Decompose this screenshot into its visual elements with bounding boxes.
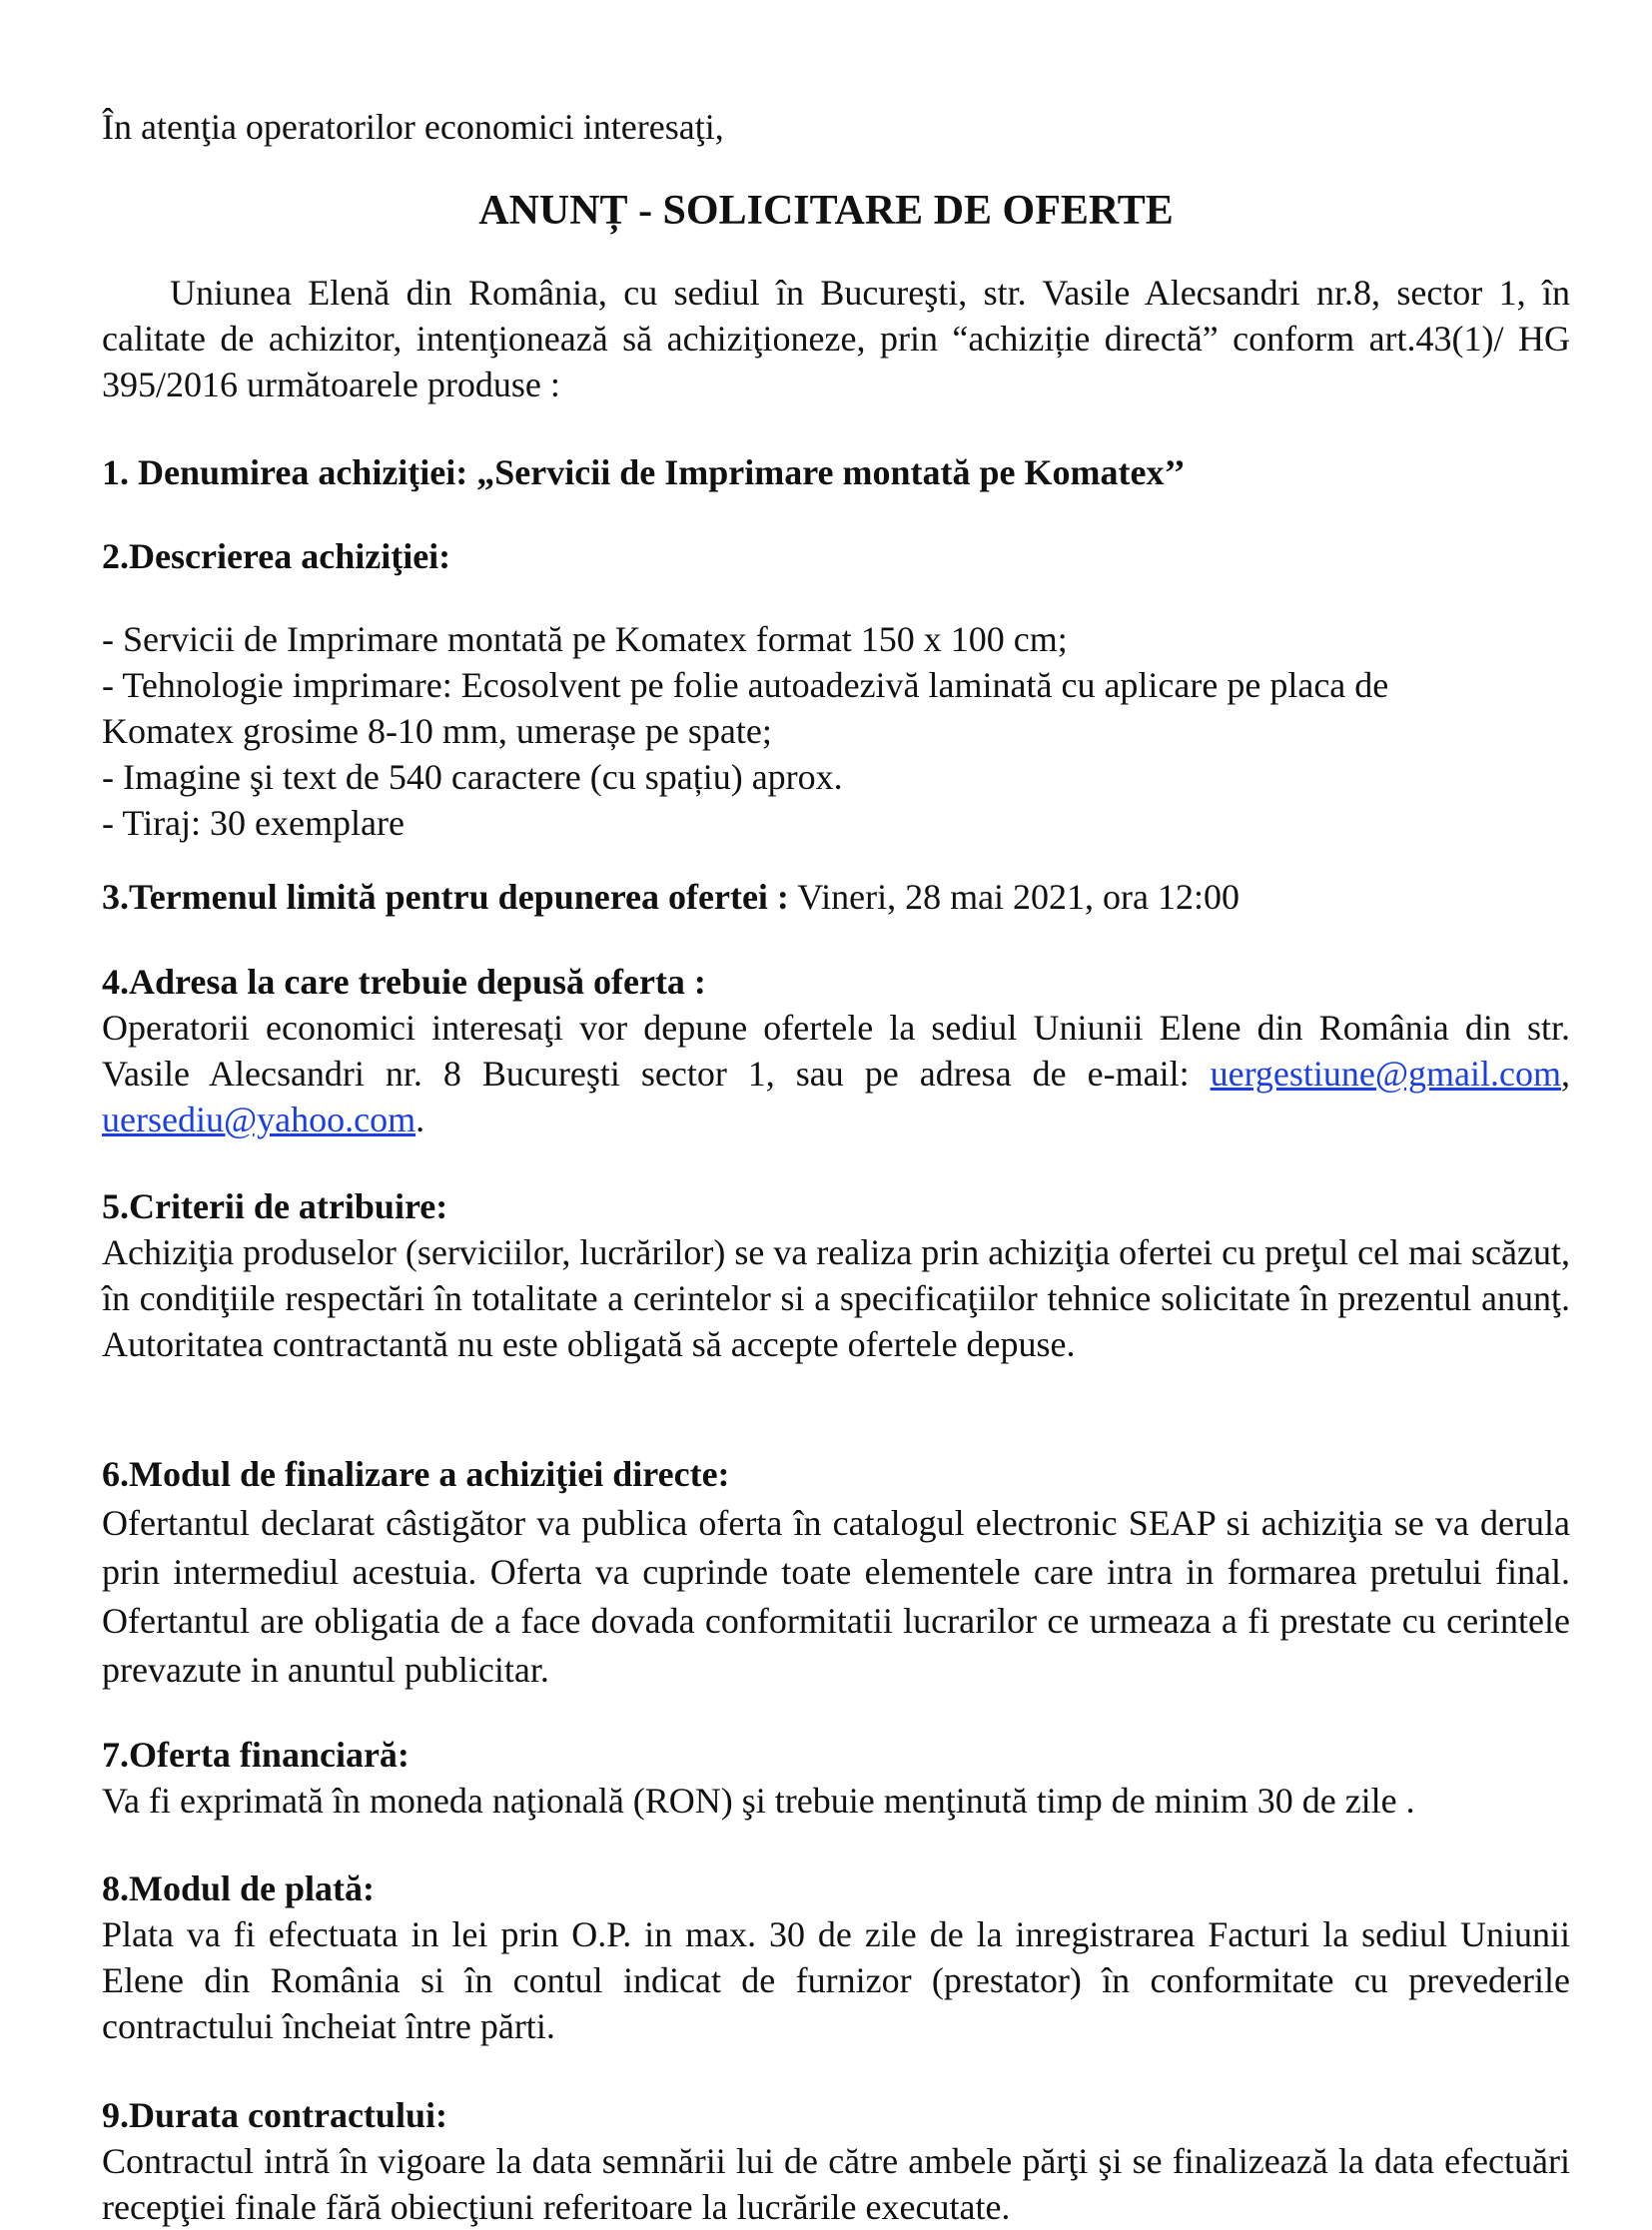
section-5 xyxy=(102,1183,1570,1367)
section-3-deadline: Vineri, 28 mai 2021, ora 12:00 xyxy=(788,877,1240,917)
section-4-heading: 4.Adresa la care trebuie depusă oferta : xyxy=(102,962,706,1002)
intro-paragraph: Uniunea Elenă din România, cu sediul în Bucureşti, str. Vasile Alecsandri nr.8, sector 1, în calitate de achizitor, intenţionează să achiziţioneze, prin “achiziție directă” conform art.43(1)/ HG 395/2016 următoarele produse : xyxy=(102,273,1570,404)
section-9-heading: 9.Durata contractului: xyxy=(102,2095,447,2135)
list-item: - Servicii de Imprimare montată pe Komatex format 150 x 100 cm; xyxy=(102,619,1068,659)
section-1-heading: 1. Denumirea achiziţiei: „Servicii de Imprimare montată pe Komatex’’ xyxy=(102,452,1186,492)
section-6-text: Ofertantul declarat câstigător va publica oferta în catalogul electronic SEAP si achiziţia se va derula prin intermediul acestuia. Oferta va cuprinde toate elementele care intra in formarea pretului final. Ofertantul are obligatia de a face dovada conformitatii lucrarilor ce urmeaza a fi prestate cu cerintele prevazute in anuntul publicitar. xyxy=(102,1503,1570,1690)
email-link-uergestiune[interactable]: uergestiune@gmail.com xyxy=(1210,1054,1561,1094)
section-6 xyxy=(102,1450,1570,1695)
section-4 xyxy=(102,959,1570,1142)
section-7 xyxy=(102,1732,1570,1824)
list-item: - Imagine şi text de 540 caractere (cu spațiu) aprox. xyxy=(102,757,843,797)
email-separator: , xyxy=(1561,1054,1570,1094)
section-6-heading: 6.Modul de finalizare a achiziţiei directe: xyxy=(102,1454,730,1494)
list-item: Komatex grosime 8-10 mm, umerașe pe spate; xyxy=(102,711,772,751)
section-9-text: Contractul intră în vigoare la data semnării lui de către ambele părţi şi se finalizează la data efectuări recepţiei finale fără obiecţiuni referitoare la lucrările executate. xyxy=(102,2141,1570,2227)
list-item: - Tiraj: 30 exemplare xyxy=(102,803,405,843)
section-9 xyxy=(102,2092,1570,2230)
section-5-heading: 5.Criterii de atribuire: xyxy=(102,1186,448,1226)
section-2-heading: 2.Descrierea achiziţiei: xyxy=(102,536,451,576)
list-item: - Tehnologie imprimare: Ecosolvent pe folie autoadezivă laminată cu aplicare pe placa de xyxy=(102,665,1389,705)
section-2-list xyxy=(102,616,1570,846)
section-7-text: Va fi exprimată în moneda naţională (RON) şi trebuie menţinută timp de minim 30 de zile . xyxy=(102,1781,1415,1821)
section-8 xyxy=(102,1865,1570,2049)
sentence-end: . xyxy=(415,1100,425,1139)
section-7-heading: 7.Oferta financiară: xyxy=(102,1735,410,1775)
section-3-heading: 3.Termenul limită pentru depunerea ofertei : xyxy=(102,877,789,917)
greeting-line: În atenţia operatorilor economici interesaţi, xyxy=(102,107,724,147)
section-4-text: Operatorii economici interesaţi vor depune ofertele la sediul Uniunii Elene din România din str. Vasile Alecsandri nr. 8 Bucureşti sector 1, sau pe adresa de e-mail: xyxy=(102,1008,1570,1094)
section-3 xyxy=(102,874,1570,920)
document-title: ANUNȚ - SOLICITARE DE OFERTE xyxy=(478,188,1174,234)
section-8-text: Plata va fi efectuata in lei prin O.P. in max. 30 de zile de la inregistrarea Facturi la sediul Uniunii Elene din România si în contul indicat de furnizor (prestator) în conformitate cu prevederile contractului încheiat între părti. xyxy=(102,1914,1570,2046)
email-link-uersediu[interactable]: uersediu@yahoo.com xyxy=(102,1100,416,1139)
section-8-heading: 8.Modul de plată: xyxy=(102,1868,376,1908)
section-5-text: Achiziţia produselor (serviciilor, lucrărilor) se va realiza prin achiziţia ofertei cu preţul cel mai scăzut, în condiţiile respectări în totalitate a cerintelor si a specificaţiilor tehnice solicitate în prezentul anunţ. Autoritatea contractantă nu este obligată să accepte ofertele depuse. xyxy=(102,1232,1570,1364)
section-4-body xyxy=(102,1005,1570,1142)
